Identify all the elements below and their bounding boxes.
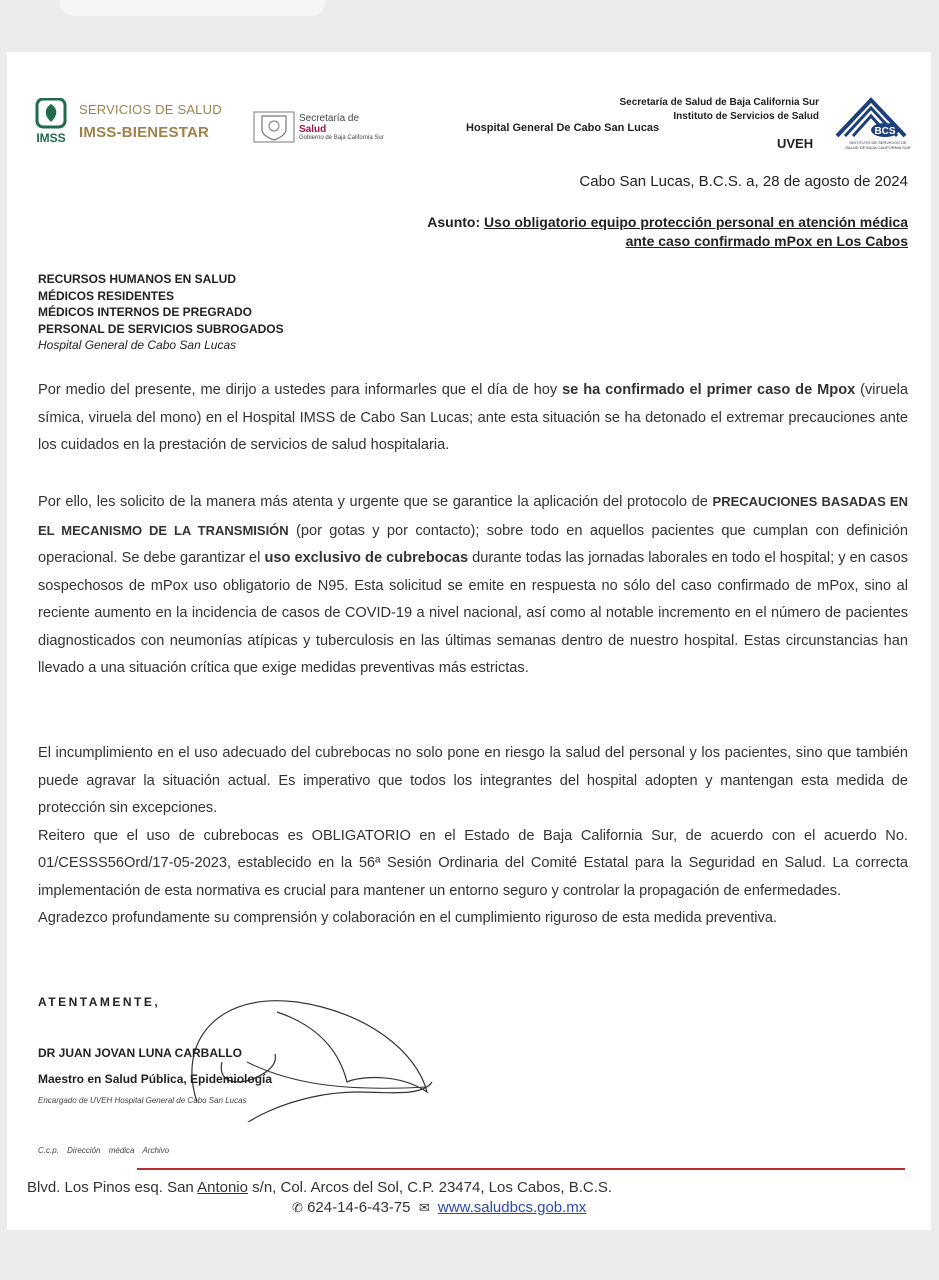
recipient-hospital: Hospital General de Cabo San Lucas xyxy=(38,338,237,352)
addr-c: s/n, Col. Arcos del Sol, C.P. 23474, Los Cabos, B.C.S. xyxy=(247,1179,613,1196)
header-right xyxy=(619,96,819,124)
footer-contact xyxy=(292,1199,586,1216)
header-right-line1: Secretaría de Salud de Baja California Sur xyxy=(619,97,819,108)
footer-address xyxy=(27,1179,612,1196)
paragraph-4: Reitero que el uso de cubrebocas es OBLIGATORIO en el Estado de Baja California Sur, de acuerdo con el acuerdo No. 01/CESSS56Ord/17-05-2023, establecido en la 56ª Sesión Ordinaria del Comité Estatal para la Seguridad en Salud. La correcta implementación de esta normativa es crucial para mantener un entorno seguro y controlar la propagación de enfermedades. xyxy=(38,827,908,899)
subject-label: Asunto: xyxy=(427,214,481,230)
signer-role: Encargado de UVEH Hospital General de Cabo San Lucas xyxy=(38,1096,247,1105)
letter-page xyxy=(7,52,931,1230)
recipient-1: RECURSOS HUMANOS EN SALUD xyxy=(38,272,237,286)
ccp-a: Dirección médica xyxy=(67,1146,135,1155)
p1-text-bold: se ha confirmado el primer caso de Mpox xyxy=(562,382,856,398)
signer-name: DR JUAN JOVAN LUNA CARBALLO xyxy=(38,1046,242,1060)
bcs-small-text: INSTITUTO DE SERVICIOS DE SALUD DE BAJA CALIFORNIA SUR xyxy=(845,140,911,150)
p2-text-bold-1: PRECAUCIONES BASADAS EN EL MECANISMO DE LA TRANSMISIÓN xyxy=(38,494,908,538)
paragraph-2 xyxy=(38,488,908,683)
sec-line1: Secretaría de xyxy=(299,113,360,124)
top-tab xyxy=(60,0,325,16)
addr-a: Blvd. Los Pinos esq. San xyxy=(27,1179,198,1196)
recipient-4: PERSONAL DE SERVICIOS SUBROGADOS xyxy=(38,321,284,336)
phone-number: 624-14-6-43-75 xyxy=(307,1199,411,1216)
bcs-logo-text: BCS xyxy=(874,126,896,137)
paragraph-3: El incumplimiento en el uso adecuado del cubrebocas no solo pone en riesgo la salud del personal y los pacientes, sino que también puede agravar la situación actual. Es imperativo que todos los integrantes del hospital adopten y mantengan esta medida de protección sin excepciones. xyxy=(38,745,908,816)
paragraph-5: Agradezco profundamente su comprensión y colaboración en el cumplimiento riguroso de esta medida preventiva. xyxy=(38,910,778,926)
imss-line2: IMSS-BIENESTAR xyxy=(79,124,210,141)
p2-text-bold-2: uso exclusivo de cubrebocas xyxy=(264,550,469,566)
header-right-line2: Instituto de Servicios de Salud xyxy=(673,111,819,122)
closing: ATENTAMENTE, xyxy=(38,995,161,1009)
ccp-label: C.c.p. xyxy=(38,1146,59,1155)
recipients xyxy=(38,271,284,354)
signer-title: Maestro en Salud Pública, Epidemiología xyxy=(38,1072,273,1086)
sec-line2: Salud xyxy=(299,124,327,135)
ccp-b: Archivo xyxy=(142,1146,170,1155)
p2-text-a: Por ello, les solicito de la manera más atenta y urgente que se garantice la aplicación del protocolo de xyxy=(38,494,713,510)
p2-text-c: (por gotas y por contacto); sobre todo en aquellos pacientes que cumplan con definición operacional. Se debe garantizar el xyxy=(38,522,908,566)
paragraph-1 xyxy=(38,377,908,460)
subject-line2: ante caso confirmado mPox en Los Cabos xyxy=(625,233,908,249)
mail-icon: ✉ xyxy=(418,1200,430,1215)
website-link[interactable]: www.saludbcs.gob.mx xyxy=(437,1199,587,1216)
header-hospital: Hospital General De Cabo San Lucas xyxy=(466,122,660,134)
subject xyxy=(427,213,908,251)
shield-icon xyxy=(252,110,296,144)
recipient-3: MÉDICOS INTERNOS DE PREGRADO xyxy=(38,305,253,319)
bcs-logo-icon xyxy=(833,96,909,146)
letter-date: Cabo San Lucas, B.C.S. a, 28 de agosto de 2024 xyxy=(579,173,908,190)
header-uveh: UVEH xyxy=(777,136,814,151)
p1-text-a: Por medio del presente, me dirijo a ustedes para informarles que el día de hoy xyxy=(38,382,563,398)
p2-text-e: durante todas las jornadas laborales en todo el hospital; y en casos sospechosos de mPox uso obligatorio de N95. Esta solicitud se emite en respuesta no sólo del caso confirmado de mPox, sino al reciente aumento en la incidencia de casos de COVID-19 a nivel nacional, así como al notable incremento en el número de pacientes diagnosticados con neumonías atípicas y tuberculosis en las últimas semanas dentro de nuestro hospital. Estas circunstancias han llevado a una situación crítica que exige medidas preventivas más estrictas. xyxy=(38,550,908,676)
imss-logo-icon xyxy=(31,98,71,144)
imss-line1: SERVICIOS DE SALUD xyxy=(79,102,222,117)
subject-line1: Uso obligatorio equipo protección personal en atención médica xyxy=(484,214,908,230)
sec-line3: Gobierno de Baja California Sur xyxy=(299,135,384,141)
paragraph-3-group xyxy=(38,740,908,933)
recipient-2: MÉDICOS RESIDENTES xyxy=(38,288,175,303)
footer-divider xyxy=(137,1168,905,1170)
imss-logo-text: IMSS xyxy=(36,131,66,144)
addr-b: Antonio xyxy=(197,1179,248,1196)
phone-icon: ✆ xyxy=(292,1200,303,1215)
p1-text-c: (viruela símica, viruela del mono) en el Hospital IMSS de Cabo San Lucas; ante esta situación se ha detonado el extremar precauciones ante los cuidados en la prestación de servicios de salud hospitalaria. xyxy=(38,382,909,453)
ccp xyxy=(38,1146,169,1155)
